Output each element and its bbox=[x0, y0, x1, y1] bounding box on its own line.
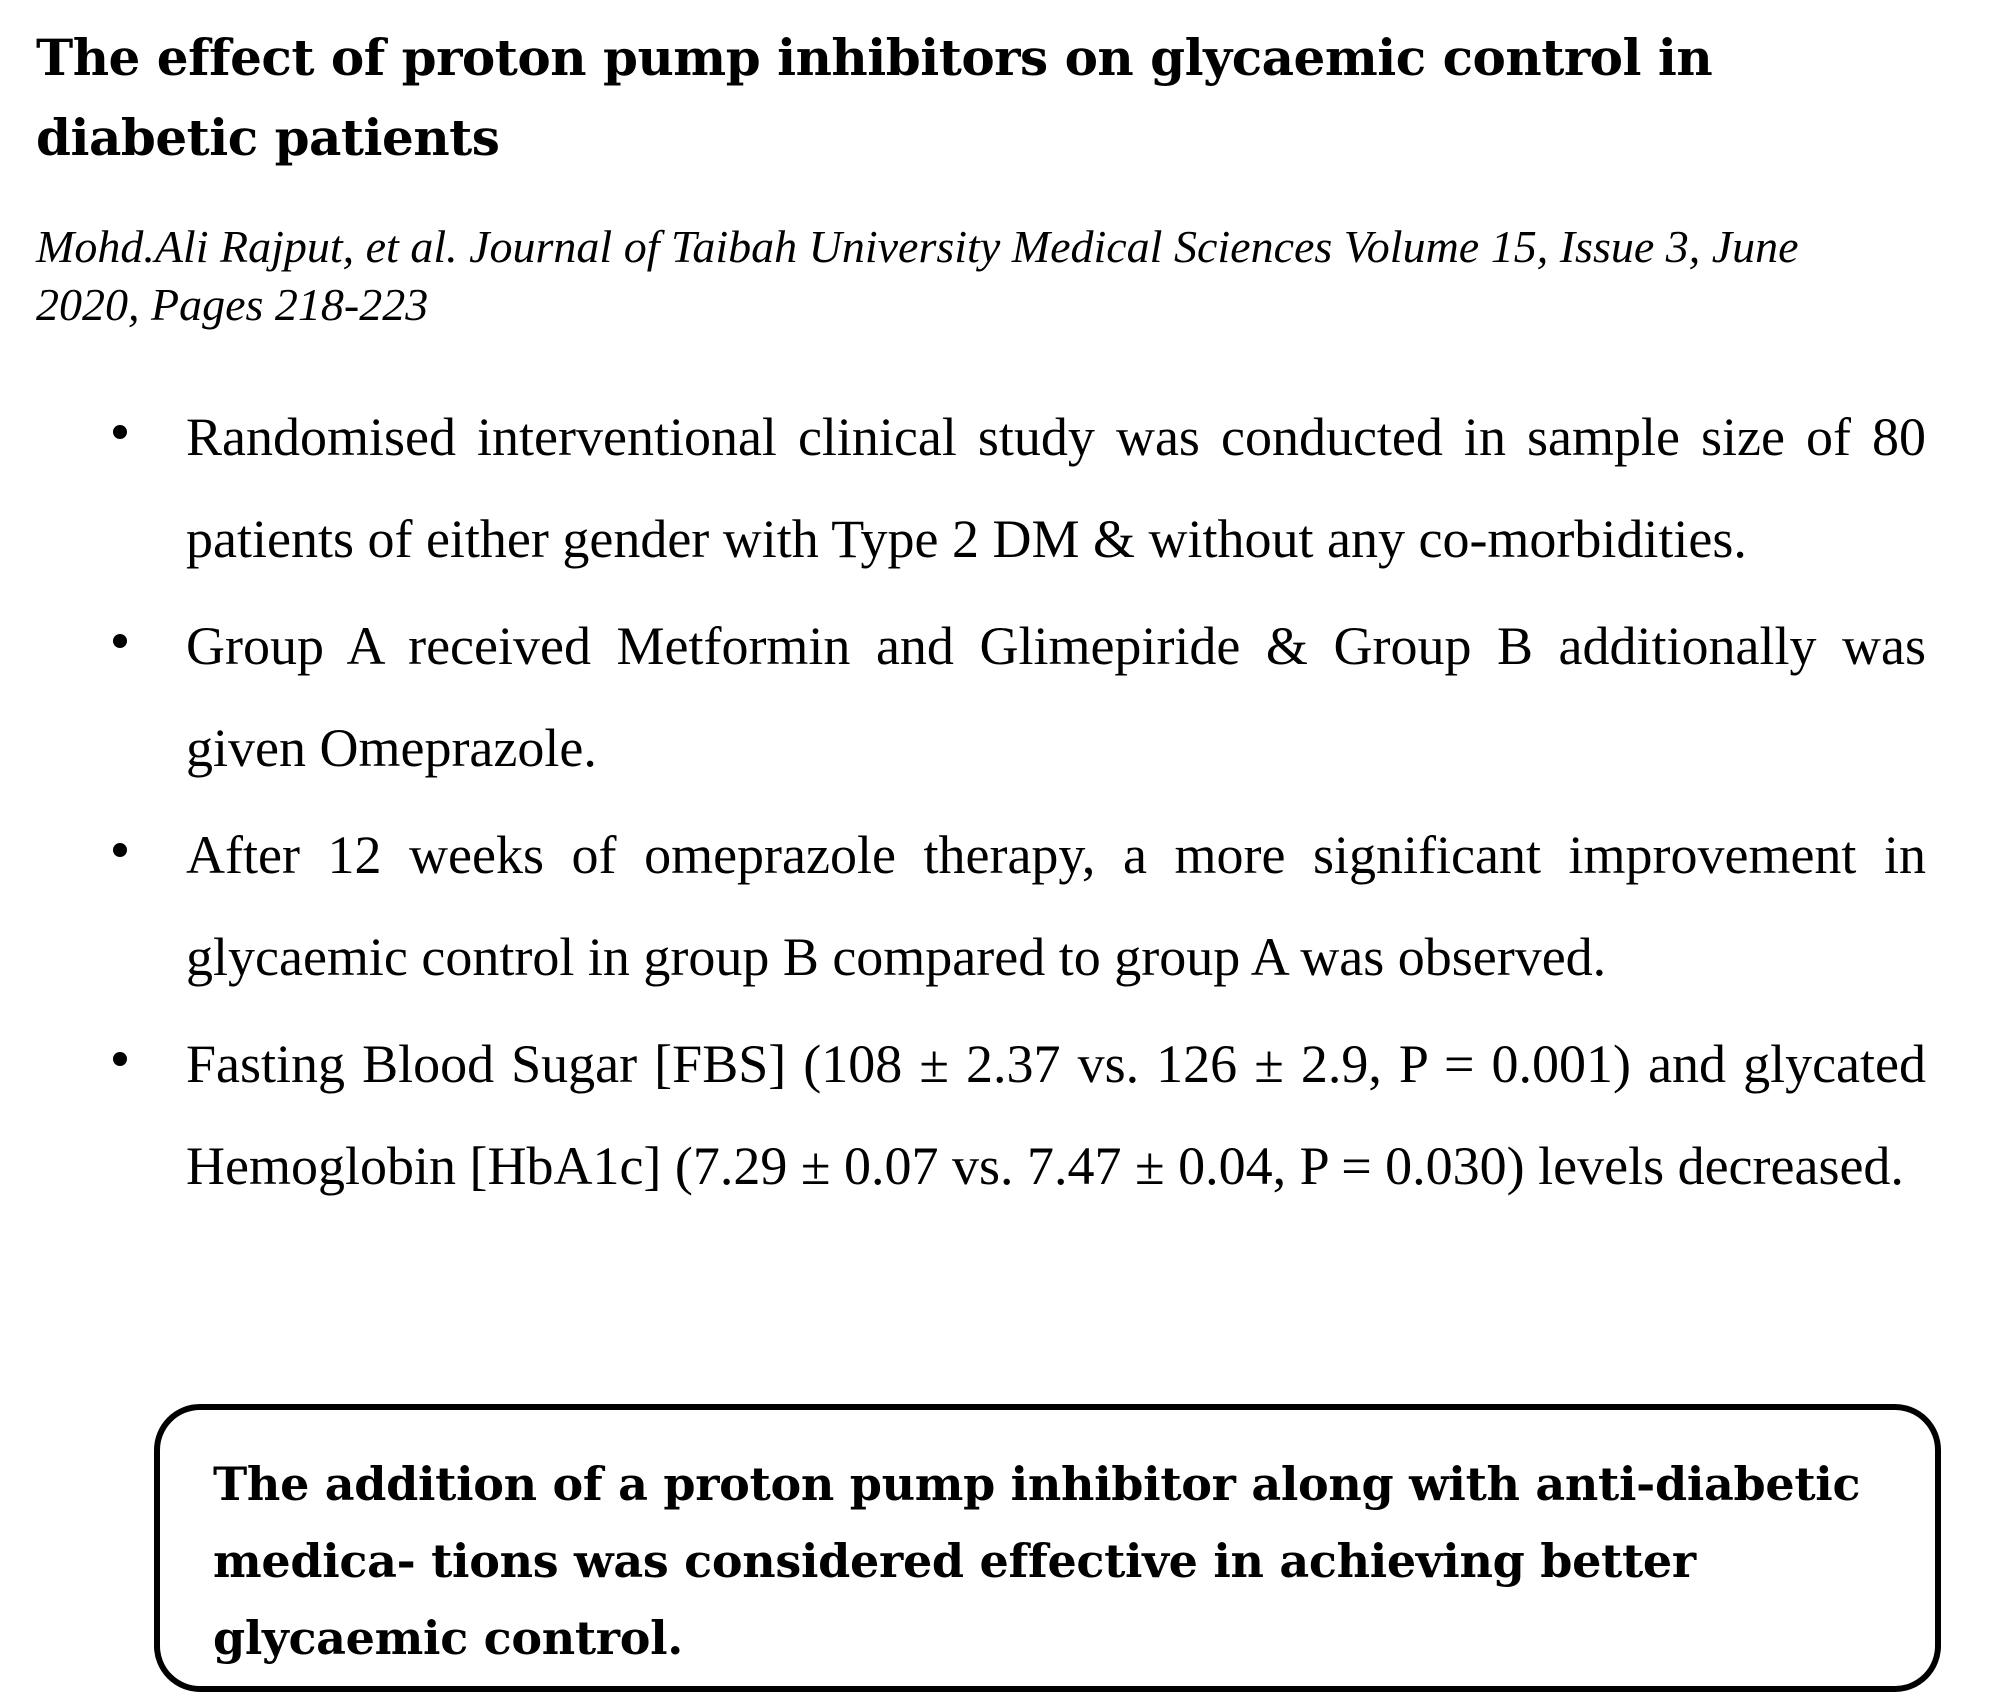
citation: Mohd.Ali Rajput, et al. Journal of Taibah University Medical Sciences Volume 15, Issue 3, June 2020, Pages 218-223 bbox=[36, 221, 1799, 330]
document-title: The effect of proton pump inhibitors on glycaemic control in diabetic patients bbox=[36, 28, 1713, 167]
list-item-text: Group A received Metformin and Glimepiride & Group B additionally was given Omeprazole. bbox=[186, 616, 1926, 778]
bullet-icon bbox=[113, 843, 127, 857]
list-item-text: Fasting Blood Sugar [FBS] (108 ± 2.37 vs. 126 ± 2.9, P = 0.001) and glycated Hemoglobin [HbA1c] (7.29 ± 0.07 vs. 7.47 ± 0.04, P = 0.030) levels decreased. bbox=[186, 1034, 1926, 1196]
list-item-text: After 12 weeks of omeprazole therapy, a more significant improvement in glycaemic control in group B compared to group A was observed. bbox=[186, 825, 1926, 987]
bullet-icon bbox=[113, 1052, 127, 1066]
list-item bbox=[0, 1013, 1926, 1217]
bullet-icon bbox=[113, 425, 127, 439]
findings-list bbox=[0, 386, 1989, 1222]
list-item bbox=[0, 595, 1926, 799]
list-item-text: Randomised interventional clinical study was conducted in sample size of 80 patients of either gender with Type 2 DM & without any co-morbidities. bbox=[186, 407, 1926, 569]
conclusion-box bbox=[154, 1404, 1941, 1692]
list-item bbox=[0, 386, 1926, 590]
list-item bbox=[0, 804, 1926, 1008]
bullet-icon bbox=[113, 634, 127, 648]
conclusion-text: The addition of a proton pump inhibitor along with anti-diabetic medica- tions was considered effective in achieving better glycaemic control. bbox=[213, 1457, 1861, 1665]
